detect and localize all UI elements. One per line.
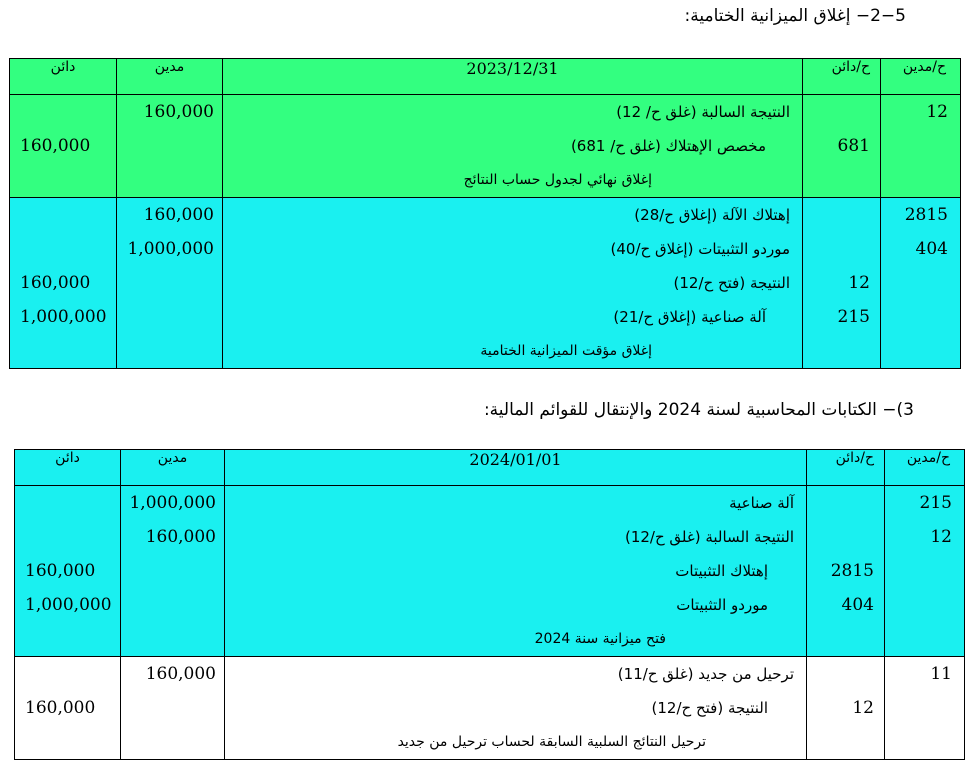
- debit-account: 215: [919, 493, 952, 513]
- entry-memo: فتح ميزانية سنة 2024: [534, 631, 666, 647]
- credit-account: [807, 657, 884, 691]
- description-line: مخصص الإهتلاك (غلق ح/ 681): [570, 137, 766, 155]
- header-debit-account: ح/مدين: [881, 59, 961, 95]
- debit-amount: 1,000,000: [127, 239, 214, 259]
- credit-amount-cell: [15, 657, 121, 760]
- credit-amount: [15, 520, 120, 554]
- description-line: موردو التثبيتات (إغلاق ح/40): [610, 240, 790, 258]
- description-line: ترحيل من جديد (غلق ح/11): [617, 665, 794, 683]
- journal-entry: [15, 657, 965, 760]
- description-line: إهتلاك التثبيتات: [675, 562, 768, 580]
- entry-memo: إغلاق نهائي لجدول حساب النتائج: [463, 172, 652, 188]
- journal-entry: [10, 198, 961, 369]
- credit-account: [807, 486, 884, 520]
- description-cell: [223, 95, 803, 198]
- credit-account: 12: [852, 698, 874, 718]
- debit-amount: 1,000,000: [129, 493, 216, 513]
- credit-account: [803, 95, 880, 129]
- debit-amount: 160,000: [143, 205, 214, 225]
- description-line: موردو التثبيتات: [676, 596, 768, 614]
- debit-account-cell: [881, 95, 961, 198]
- credit-account: [803, 232, 880, 266]
- header-credit-account: ح/دائن: [803, 59, 881, 95]
- journal-entry: [15, 486, 965, 657]
- description-line: آلة صناعية (إغلاق ح/21): [613, 308, 766, 326]
- debit-amount-cell: [117, 198, 223, 369]
- credit-account-cell: [803, 198, 881, 369]
- debit-account: 11: [930, 664, 952, 684]
- credit-amount: [10, 232, 116, 266]
- debit-amount: 160,000: [145, 664, 216, 684]
- entry-memo: إغلاق مؤقت الميزانية الختامية: [480, 343, 652, 359]
- credit-account-cell: [807, 657, 885, 760]
- header-credit-account: ح/دائن: [807, 450, 885, 486]
- credit-amount: 160,000: [20, 136, 91, 156]
- credit-amount: 160,000: [25, 561, 96, 581]
- description-line: إهتلاك الآلة (إغلاق ح/28): [634, 206, 790, 224]
- credit-amount: 1,000,000: [20, 307, 107, 327]
- credit-account-cell: [803, 95, 881, 198]
- debit-amount-cell: [117, 95, 223, 198]
- credit-amount: 160,000: [20, 273, 91, 293]
- credit-amount: [15, 657, 120, 691]
- debit-amount: 160,000: [145, 527, 216, 547]
- journal-entry: [10, 95, 961, 198]
- credit-amount: [10, 198, 116, 232]
- debit-account: 404: [915, 239, 948, 259]
- debit-amount-cell: [121, 486, 225, 657]
- credit-amount-cell: [10, 198, 117, 369]
- header-debit: مدين: [117, 59, 223, 95]
- debit-account: 2815: [904, 205, 948, 225]
- header-credit: دائن: [10, 59, 117, 95]
- description-line: النتيجة السالبة (غلق ح/12): [624, 528, 794, 546]
- section-heading-closing-balance: 2−5− إغلاق الميزانية الختامية:: [684, 6, 906, 26]
- description-line: آلة صناعية: [729, 494, 794, 512]
- credit-account: [807, 520, 884, 554]
- credit-account: [803, 198, 880, 232]
- debit-account: 12: [930, 527, 952, 547]
- credit-amount: 160,000: [25, 698, 96, 718]
- credit-amount: 1,000,000: [25, 595, 112, 615]
- header-debit: مدين: [121, 450, 225, 486]
- description-line: النتيجة (فتح ح/12): [651, 699, 768, 717]
- debit-account-cell: [885, 657, 965, 760]
- credit-account: 681: [837, 136, 870, 156]
- section-heading-2024-entries: 3)− الكتابات المحاسبية لسنة 2024 والإنتقال للقوائم المالية:: [483, 400, 914, 420]
- table-header-row: [15, 450, 965, 486]
- table-header-row: [10, 59, 961, 95]
- credit-account: 215: [837, 307, 870, 327]
- credit-account-cell: [807, 486, 885, 657]
- header-date: 2023/12/31: [223, 59, 803, 95]
- debit-account-cell: [881, 198, 961, 369]
- header-credit: دائن: [15, 450, 121, 486]
- description-line: النتيجة (فتح ح/12): [673, 274, 790, 292]
- credit-amount-cell: [10, 95, 117, 198]
- debit-amount-cell: [121, 657, 225, 760]
- description-line: النتيجة السالبة (غلق ح/ 12): [616, 103, 790, 121]
- debit-account-cell: [885, 486, 965, 657]
- header-date: 2024/01/01: [225, 450, 807, 486]
- credit-amount-cell: [15, 486, 121, 657]
- description-cell: [225, 486, 807, 657]
- description-cell: [223, 198, 803, 369]
- credit-account: 12: [848, 273, 870, 293]
- credit-account: 2815: [830, 561, 874, 581]
- debit-account: 12: [926, 102, 948, 122]
- credit-amount: [10, 95, 116, 129]
- header-debit-account: ح/مدين: [885, 450, 965, 486]
- debit-amount: 160,000: [143, 102, 214, 122]
- credit-amount: [15, 486, 120, 520]
- credit-account: 404: [841, 595, 874, 615]
- journal-table-2024: [14, 449, 965, 760]
- entry-memo: ترحيل النتائج السلبية السابقة لحساب ترحيل من جديد: [397, 734, 706, 750]
- journal-table-2023: [9, 58, 961, 369]
- description-cell: [225, 657, 807, 760]
